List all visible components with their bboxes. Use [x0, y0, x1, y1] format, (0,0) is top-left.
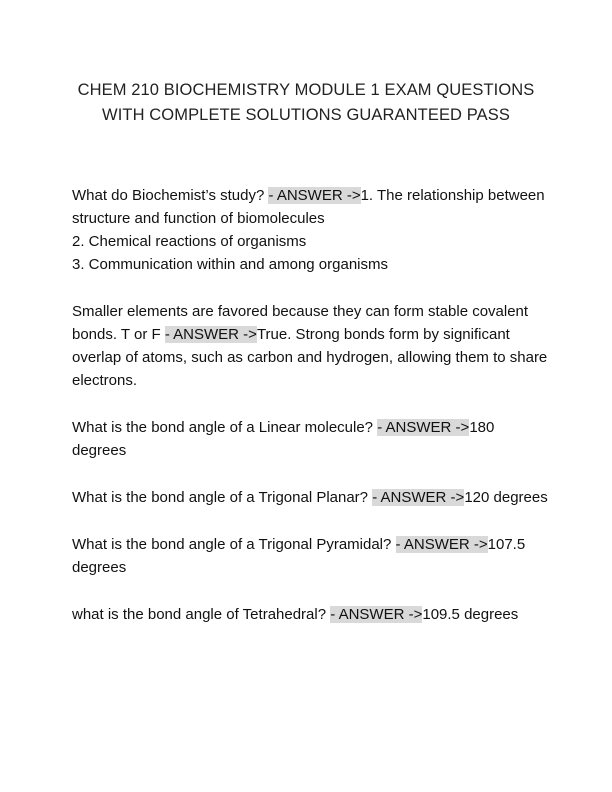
qa-item-4 — [72, 486, 552, 509]
question-text: What is the bond angle of a Linear molecule? — [72, 419, 378, 436]
title-line-1: CHEM 210 BIOCHEMISTRY MODULE 1 EXAM QUESTIONS — [77, 81, 535, 99]
qa-item-1 — [72, 184, 552, 276]
answer-text: True. Strong bonds form by significant overlap of atoms, such as carbon and hydrogen, allowing them to share electrons. — [72, 326, 548, 389]
qa-paragraph — [72, 416, 552, 462]
question-text: What do Biochemist’s study? — [72, 187, 269, 204]
qa-item-3 — [72, 416, 552, 462]
qa-paragraph — [72, 533, 552, 579]
answer-line-1: 1. The relationship between structure and function of biomolecules — [72, 187, 545, 227]
answer-marker: - ANSWER -> — [330, 606, 423, 623]
answer-text: 180 degrees — [72, 419, 495, 459]
answer-text: 107.5 degrees — [72, 536, 526, 576]
question-text: Smaller elements are favored because they can form stable covalent bonds. T or F — [72, 303, 529, 343]
question-text: What is the bond angle of a Trigonal Pyramidal? — [72, 536, 396, 553]
answer-text: 109.5 degrees — [422, 606, 519, 623]
answer-marker: - ANSWER -> — [164, 326, 257, 343]
answer-line-2: 2. Chemical reactions of organisms — [72, 233, 307, 250]
title-line-2: WITH COMPLETE SOLUTIONS GUARANTEED PASS — [102, 106, 510, 124]
qa-paragraph — [72, 300, 552, 392]
answer-marker: - ANSWER -> — [372, 489, 465, 506]
qa-item-6 — [72, 603, 552, 626]
question-text: what is the bond angle of Tetrahedral? — [72, 606, 331, 623]
qa-paragraph — [72, 486, 552, 509]
qa-paragraph — [72, 184, 552, 230]
document-title — [40, 78, 572, 128]
answer-marker: - ANSWER -> — [268, 187, 361, 204]
answer-marker: - ANSWER -> — [395, 536, 488, 553]
qa-item-5 — [72, 533, 552, 579]
qa-list — [72, 184, 552, 650]
answer-text: 120 degrees — [464, 489, 548, 506]
answer-marker: - ANSWER -> — [377, 419, 470, 436]
answer-line-3: 3. Communication within and among organisms — [72, 256, 388, 273]
qa-paragraph — [72, 603, 552, 626]
qa-item-2 — [72, 300, 552, 392]
question-text: What is the bond angle of a Trigonal Planar? — [72, 489, 373, 506]
